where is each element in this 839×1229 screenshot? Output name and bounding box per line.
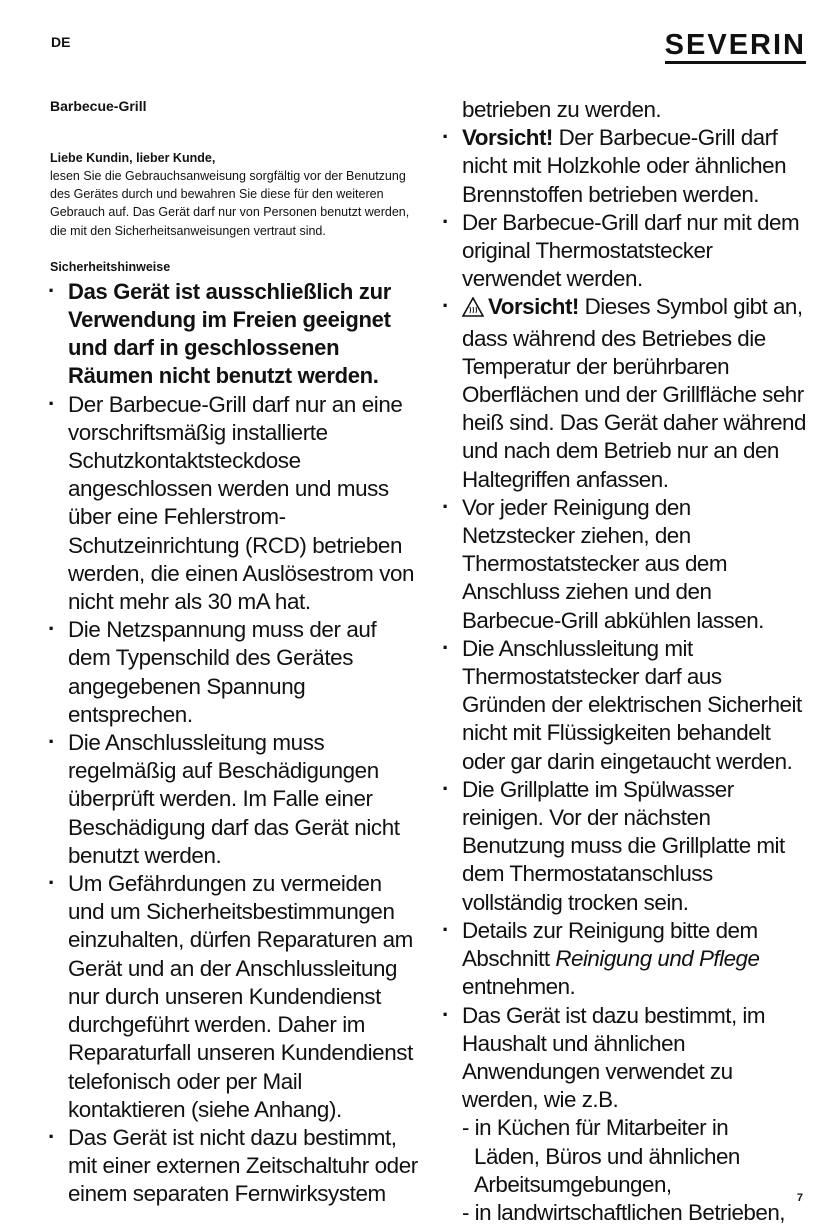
left-column	[50, 98, 420, 1209]
caution-label: Vorsicht!	[462, 125, 553, 151]
list-item: · Die Netzspannung muss der auf dem Typenschild des Gerätes angegebenen Spannung entsprechen.	[50, 616, 420, 729]
sub-item: - in Küchen für Mitarbeiter in	[462, 1115, 729, 1141]
document-title: Barbecue-Grill	[50, 98, 147, 114]
safety-list-right	[438, 124, 808, 1227]
list-item-text: entnehmen.	[462, 974, 576, 1000]
greeting: Liebe Kundin, lieber Kunde,	[50, 151, 216, 165]
list-item: · Der Barbecue-Grill darf nur mit dem original Thermostatstecker verwendet werden.	[438, 209, 808, 294]
list-item: · Die Anschlussleitung muss regelmäßig auf Beschädigungen überprüft werden. Im Falle einer Beschädigung darf das Gerät nicht benutzt werden.	[50, 729, 420, 870]
list-item: · Die Anschlussleitung mit Thermostatstecker darf aus Gründen der elektrischen Sicherheit nicht mit Flüssigkeiten behandelt oder gar darin eingetaucht werden.	[438, 635, 808, 776]
list-item-text: Dieses Symbol gibt an, dass während des Betriebes die Temperatur der berührbaren Oberflächen und der Grillfläche sehr heiß sind. Das Gerät daher während und nach dem Betrieb nur an den Haltegriffen anfassen.	[462, 294, 806, 492]
list-item: · Das Gerät ist nicht dazu bestimmt, mit einer externen Zeitschaltuhr oder einem separaten Fernwirksystem	[50, 1124, 420, 1209]
brand-logo: SEVERIN	[665, 30, 806, 64]
intro-paragraph: lesen Sie die Gebrauchsanweisung sorgfältig vor der Benutzung des Gerätes durch und bewahren Sie diese für den weiteren Gebrauch auf. Das Gerät darf nur von Personen benutzt werden, die mit den Sicherheitsanweisungen vertraut sind.	[50, 169, 410, 238]
list-item: · Das Gerät ist ausschließlich zur Verwendung im Freien geeignet und darf in geschlossenen Räumen nicht benutzt werden.	[50, 278, 420, 391]
list-item	[438, 1002, 808, 1228]
caution-label: Vorsicht!	[488, 294, 579, 320]
safety-list-left	[50, 278, 420, 1209]
list-item-text: Das Gerät ist dazu bestimmt, im Haushalt und ähnlichen Anwendungen verwendet zu werden, wie z.B.	[462, 1002, 766, 1113]
section-heading: Sicherheitshinweise	[50, 259, 171, 274]
sub-item: - in landwirtschaftlichen Betrieben,	[462, 1199, 786, 1225]
sub-item-continuation: Läden, Büros und ähnlichen Arbeitsumgebungen,	[474, 1143, 740, 1197]
list-item	[438, 124, 808, 209]
list-item: · Vor jeder Reinigung den Netzstecker ziehen, den Thermostatstecker aus dem Anschluss ziehen und den Barbecue-Grill abkühlen lassen.	[438, 494, 808, 635]
section-reference: Reinigung und Pflege	[555, 946, 760, 972]
list-item-text: Details zur Reinigung bitte dem Abschnitt	[462, 917, 758, 972]
list-continuation: betrieben zu werden.	[462, 97, 662, 122]
right-column	[438, 96, 808, 1227]
list-item	[438, 917, 808, 1002]
list-item: · Der Barbecue-Grill darf nur an eine vorschriftsmäßig installierte Schutzkontaktsteckdose angeschlossen werden und muss über eine Fehlerstrom-Schutzeinrichtung (RCD) betrieben werden, die einen Auslösestrom von nicht mehr als 30 mA hat.	[50, 391, 420, 617]
list-item: · Die Grillplatte im Spülwasser reinigen. Vor der nächsten Benutzung muss die Grillplatte mit dem Thermostatanschluss vollständig trocken sein.	[438, 776, 808, 917]
page-number: 7	[796, 1192, 803, 1204]
list-item: · Um Gefährdungen zu vermeiden und um Sicherheitsbestimmungen einzuhalten, dürfen Reparaturen am Gerät und an der Anschlussleitung nur durch unseren Kundendienst durchgeführt werden. Daher im Reparaturfall unseren Kundendienst telefonisch oder per Mail kontaktieren (siehe Anhang).	[50, 870, 420, 1124]
list-item-text: Der Barbecue-Grill darf nicht mit Holzkohle oder ähnlichen Brennstoffen betrieben werden.	[462, 125, 787, 207]
language-code: DE	[51, 34, 71, 50]
list-item	[438, 293, 808, 493]
hot-surface-warning-icon	[462, 296, 484, 324]
